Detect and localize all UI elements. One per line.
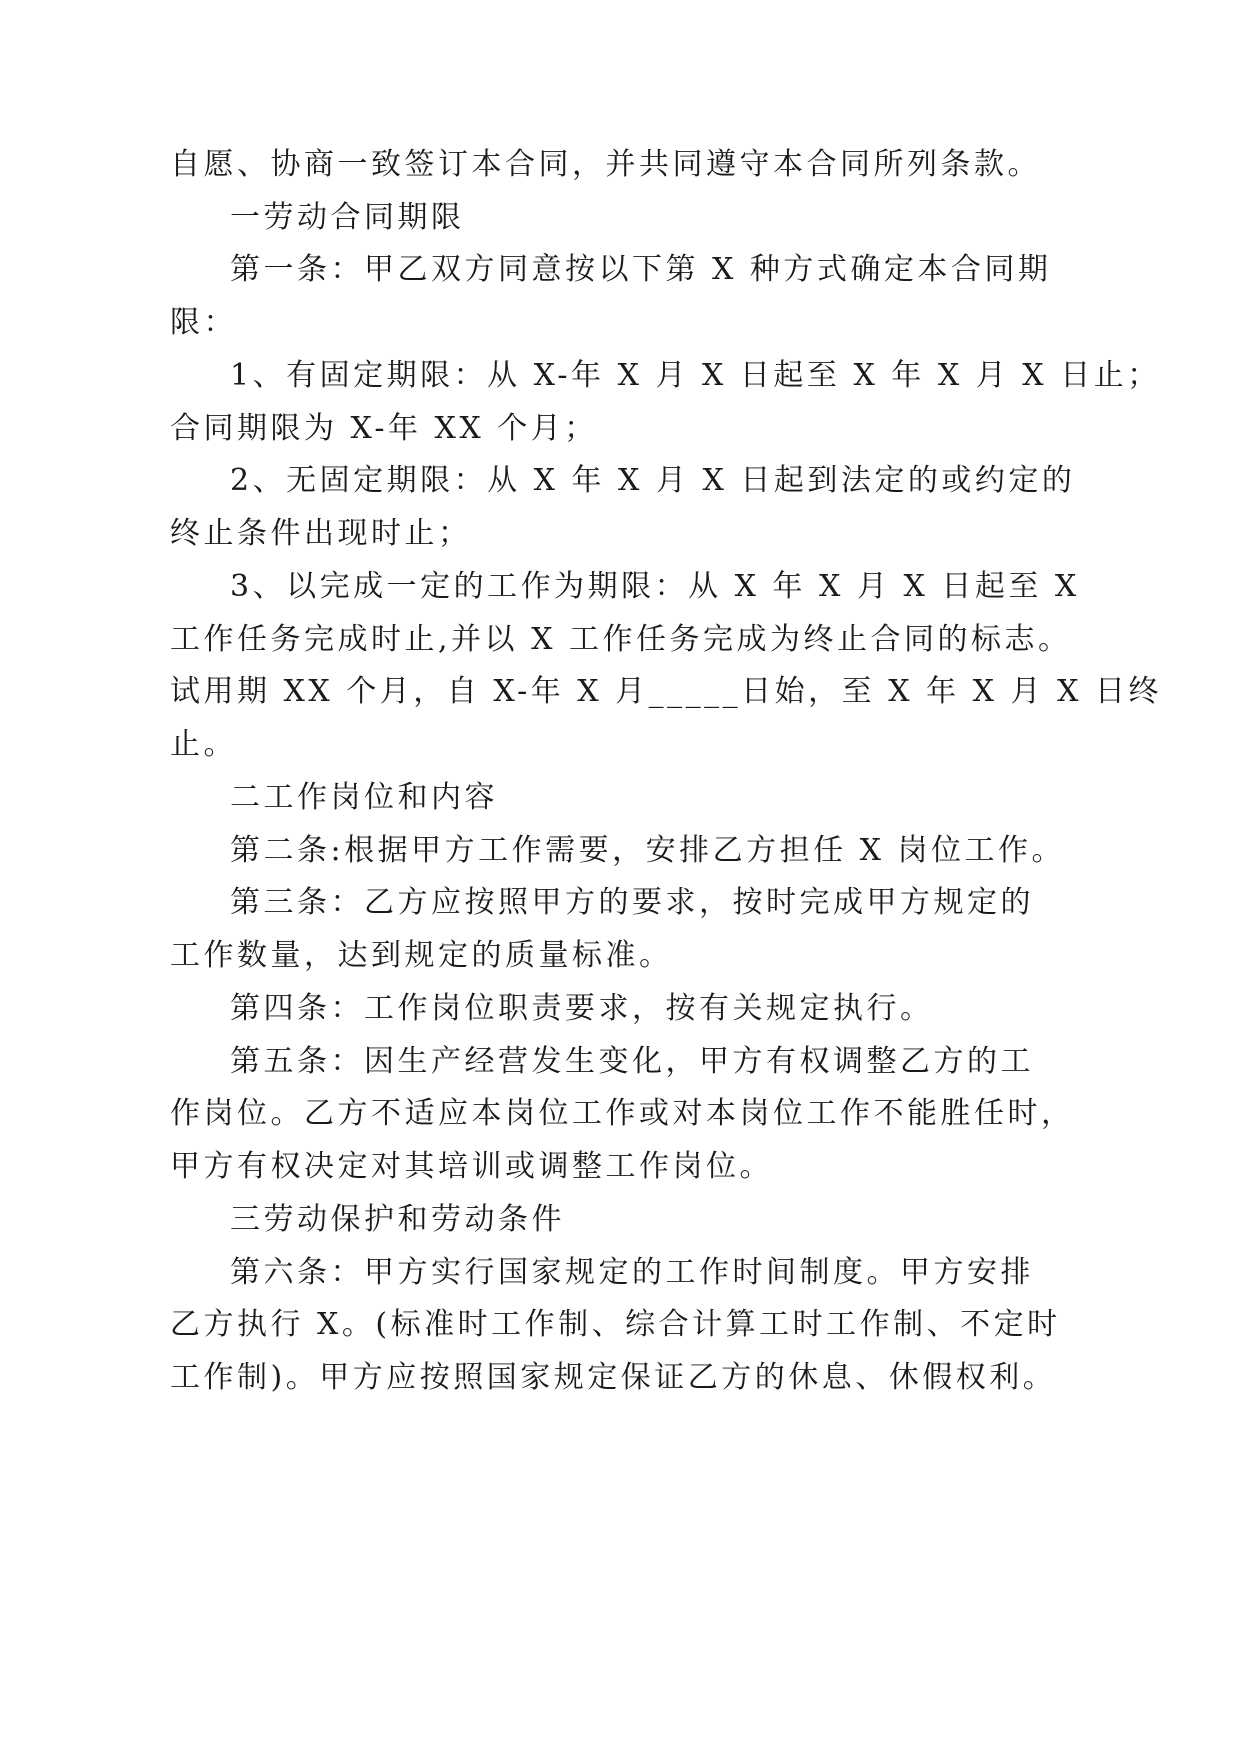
text-line: 1、有固定期限：从 X-年 X 月 X 日起至 X 年 X 月 X 日止； xyxy=(230,358,1161,393)
text-line: 2、无固定期限：从 X 年 X 月 X 日起到法定的或约定的 xyxy=(230,463,1076,498)
text-line: 工作制)。甲方应按照国家规定保证乙方的休息、休假权利。 xyxy=(170,1360,1057,1395)
text-line: 试用期 XX 个月，自 X-年 X 月_____日始，至 X 年 X 月 X 日终 xyxy=(170,674,1162,709)
text-line: 第四条：工作岗位职责要求，按有关规定执行。 xyxy=(230,991,934,1026)
text-line: 作岗位。乙方不适应本岗位工作或对本岗位工作不能胜任时， xyxy=(170,1096,1075,1131)
section-heading: 一劳动合同期限 xyxy=(230,200,465,235)
text-line: 3、以完成一定的工作为期限：从 X 年 X 月 X 日起至 X xyxy=(230,569,1080,604)
text-line: 第一条：甲乙双方同意按以下第 X 种方式确定本合同期 xyxy=(230,252,1052,287)
text-line: 第二条:根据甲方工作需要，安排乙方担任 X 岗位工作。 xyxy=(230,833,1066,868)
text-line: 乙方执行 X。(标准时工作制、综合计算工时工作制、不定时 xyxy=(170,1307,1061,1342)
text-line: 工作任务完成时止,并以 X 工作任务完成为终止合同的标志。 xyxy=(170,622,1072,657)
section-heading: 三劳动保护和劳动条件 xyxy=(230,1202,565,1237)
text-line: 第六条：甲方实行国家规定的工作时间制度。甲方安排 xyxy=(230,1255,1034,1290)
text-line: 工作数量，达到规定的质量标准。 xyxy=(170,938,673,973)
text-line: 第五条：因生产经营发生变化，甲方有权调整乙方的工 xyxy=(230,1044,1034,1079)
text-line: 甲方有权决定对其培训或调整工作岗位。 xyxy=(170,1149,773,1184)
text-line: 第三条：乙方应按照甲方的要求，按时完成甲方规定的 xyxy=(230,885,1034,920)
text-line: 终止条件出现时止； xyxy=(170,516,472,551)
text-line: 自愿、协商一致签订本合同，并共同遵守本合同所列条款。 xyxy=(170,147,1041,182)
text-line: 合同期限为 X-年 XX 个月； xyxy=(170,411,598,446)
text-line: 止。 xyxy=(170,727,237,762)
section-heading: 二工作岗位和内容 xyxy=(230,780,498,815)
text-line: 限： xyxy=(170,305,237,340)
